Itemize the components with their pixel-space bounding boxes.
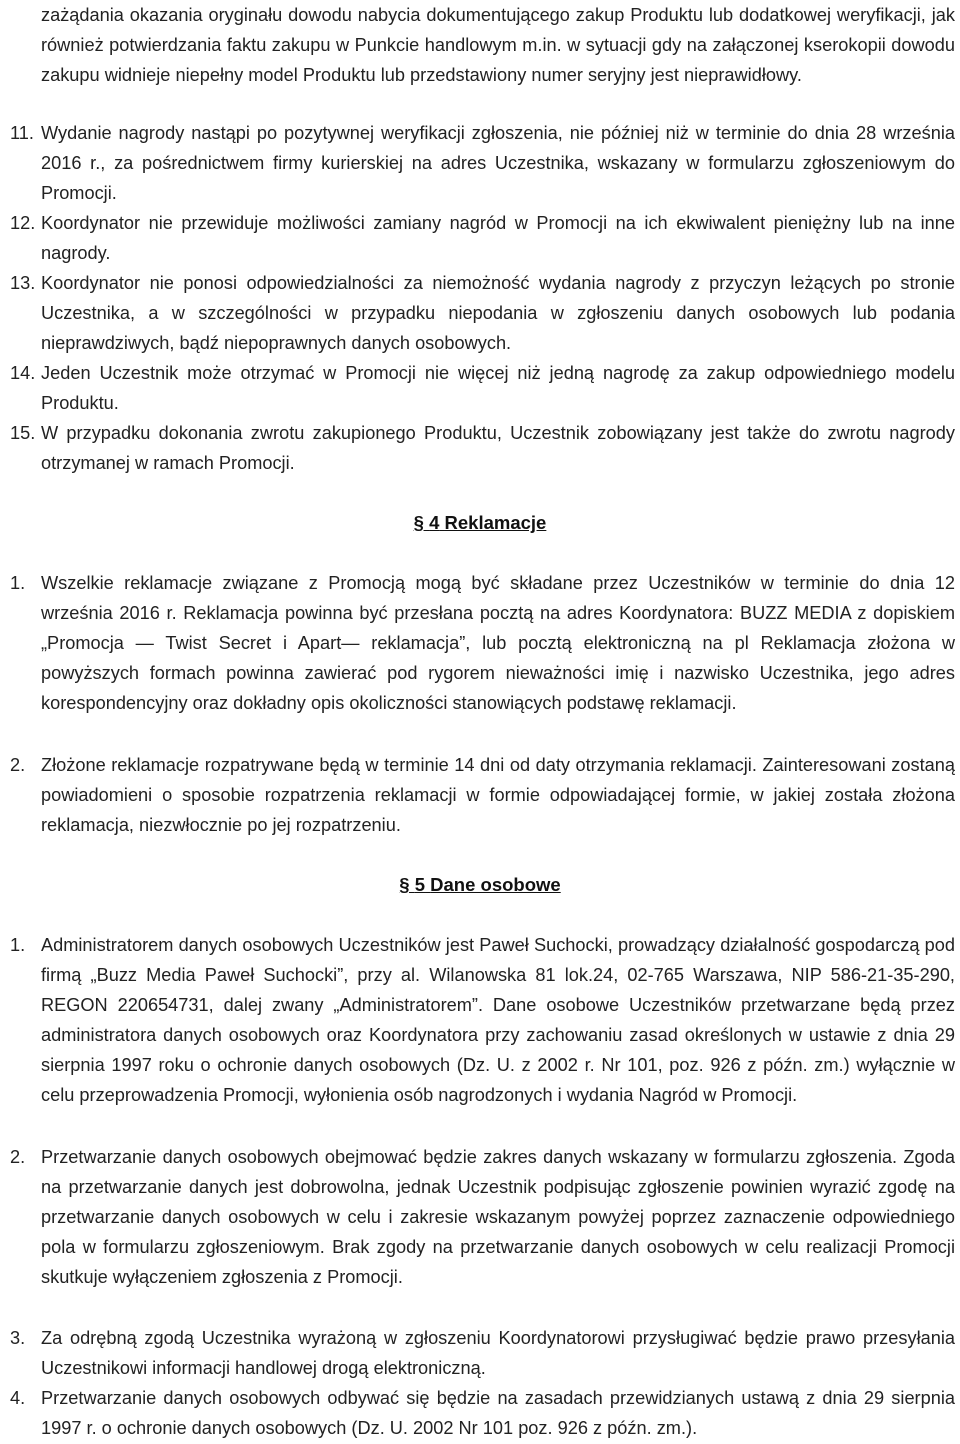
section-heading-dane-osobowe: § 5 Dane osobowe bbox=[399, 874, 561, 895]
item-number: 3. bbox=[10, 1328, 26, 1348]
item-number: 2. bbox=[10, 755, 26, 775]
item-number: 12. bbox=[10, 213, 36, 233]
list-item-11 bbox=[10, 118, 955, 208]
item-number: 14. bbox=[10, 363, 36, 383]
list-item-dane-1 bbox=[10, 930, 955, 1110]
section-title: Dane osobowe bbox=[430, 874, 561, 895]
item-number: 15. bbox=[10, 423, 36, 443]
item-number: 11. bbox=[10, 123, 34, 143]
list-item-12 bbox=[10, 208, 955, 268]
list-item-dane-3 bbox=[10, 1323, 955, 1383]
item-text: Wszelkie reklamacje związane z Promocją mogą być składane przez Uczestników w terminie do dnia 12 września 2016 r. Reklamacja powinna być przesłana pocztą na adres Koordynatora: BUZZ MEDIA z dopiskiem „Promocja — Twist Secret i Apart— reklamacja”, lub pocztą elektroniczną na pl Reklamacja złożona w powyższych formach powinna zawierać pod rygorem nieważności imię i nazwisko Uczestnika, jego adres korespondencyjny oraz dokładny opis okoliczności stanowiących podstawę reklamacji. bbox=[41, 573, 955, 713]
list-item-dane-4 bbox=[10, 1383, 955, 1443]
list-item-reklamacje-1 bbox=[10, 568, 955, 718]
item-text: Wydanie nagrody nastąpi po pozytywnej weryfikacji zgłoszenia, nie później niż w terminie do dnia 28 września 2016 r., za pośrednictwem firmy kurierskiej na adres Uczestnika, wskazany w formularzu zgłoszeniowym do Promocji. bbox=[41, 123, 955, 203]
item-text: Koordynator nie przewiduje możliwości zamiany nagród w Promocji na ich ekwiwalent pieniężny lub na inne nagrody. bbox=[41, 213, 955, 263]
list-item-dane-2 bbox=[10, 1142, 955, 1292]
item-text: Koordynator nie ponosi odpowiedzialności za niemożność wydania nagrody z przyczyn leżących po stronie Uczestnika, a w szczególności w przypadku niepodania w zgłoszeniu danych osobowych lub podania nieprawdziwych, bądź niepoprawnych danych osobowych. bbox=[41, 273, 955, 353]
item-text: Przetwarzanie danych osobowych odbywać się będzie na zasadach przewidzianych ustawą z dnia 29 sierpnia 1997 r. o ochronie danych osobowych (Dz. U. 2002 Nr 101 poz. 926 z późn. zm.). bbox=[41, 1388, 955, 1438]
item-text: Przetwarzanie danych osobowych obejmować będzie zakres danych wskazany w formularzu zgłoszenia. Zgoda na przetwarzanie danych jest dobrowolna, jednak Uczestnik podpisując zgłoszenie powinien wyrazić zgodę na przetwarzanie danych osobowych w celu i zakresie wskazanym powyżej poprzez zaznaczenie odpowiedniego pola w formularzu zgłoszeniowym. Brak zgody na przetwarzanie danych osobowych w celu realizacji Promocji skutkuje wyłączeniem zgłoszenia z Promocji. bbox=[41, 1147, 955, 1287]
item-text: Złożone reklamacje rozpatrywane będą w terminie 14 dni od daty otrzymania reklamacji. Zainteresowani zostaną powiadomieni o sposobie rozpatrzenia reklamacji w formie odpowiadającej formie, w jakiej została złożona reklamacja, niezwłocznie po jej rozpatrzeniu. bbox=[41, 755, 955, 835]
section-number: 5 bbox=[414, 874, 426, 895]
section-number: 4 bbox=[429, 512, 440, 533]
list-item-reklamacje-2 bbox=[10, 750, 955, 840]
list-item-13 bbox=[10, 268, 955, 358]
continuation-paragraph: zażądania okazania oryginału dowodu nabycia dokumentującego zakup Produktu lub dodatkowej weryfikacji, jak również potwierdzania faktu zakupu w Punkcie handlowym m.in. w sytuacji gdy na załączonej kserokopii dowodu zakupu widnieje niepełny model Produktu lub przedstawiony numer seryjny jest nieprawidłowy. bbox=[41, 5, 955, 85]
section-title: Reklamacje bbox=[444, 512, 547, 533]
item-text: Administratorem danych osobowych Uczestników jest Paweł Suchocki, prowadzący działalność gospodarczą pod firmą „Buzz Media Paweł Suchocki”, przy al. Wilanowska 81 lok.24, 02-765 Warszawa, NIP 586-21-35-290, REGON 220654731, dalej zwany „Administratorem”. Dane osobowe Uczestników przetwarzane będą przez administratora danych osobowych oraz Koordynatora przy zachowaniu zasad określonych w ustawie z dnia 29 sierpnia 1997 roku o ochronie danych osobowych (Dz. U. z 2002 r. Nr 101, poz. 926 z późn. zm.) wyłącznie w celu przeprowadzenia Promocji, wyłonienia osób nagrodzonych i wydania Nagród w Promocji. bbox=[41, 935, 955, 1105]
list-item-14 bbox=[10, 358, 955, 418]
item-text: Jeden Uczestnik może otrzymać w Promocji nie więcej niż jedną nagrodę za zakup odpowiedniego modelu Produktu. bbox=[41, 363, 955, 413]
list-item-15 bbox=[10, 418, 955, 478]
item-number: 2. bbox=[10, 1147, 26, 1167]
item-number: 4. bbox=[10, 1388, 26, 1408]
item-text: Za odrębną zgodą Uczestnika wyrażoną w zgłoszeniu Koordynatorowi przysługiwać będzie prawo przesyłania Uczestnikowi informacji handlowej drogą elektroniczną. bbox=[41, 1328, 955, 1378]
item-number: 1. bbox=[10, 573, 26, 593]
section-heading-reklamacje: § 4 Reklamacje bbox=[413, 512, 547, 533]
item-number: 13. bbox=[10, 273, 36, 293]
item-text: W przypadku dokonania zwrotu zakupionego Produktu, Uczestnik zobowiązany jest także do zwrotu nagrody otrzymanej w ramach Promocji. bbox=[41, 423, 955, 473]
item-number: 1. bbox=[10, 935, 26, 955]
